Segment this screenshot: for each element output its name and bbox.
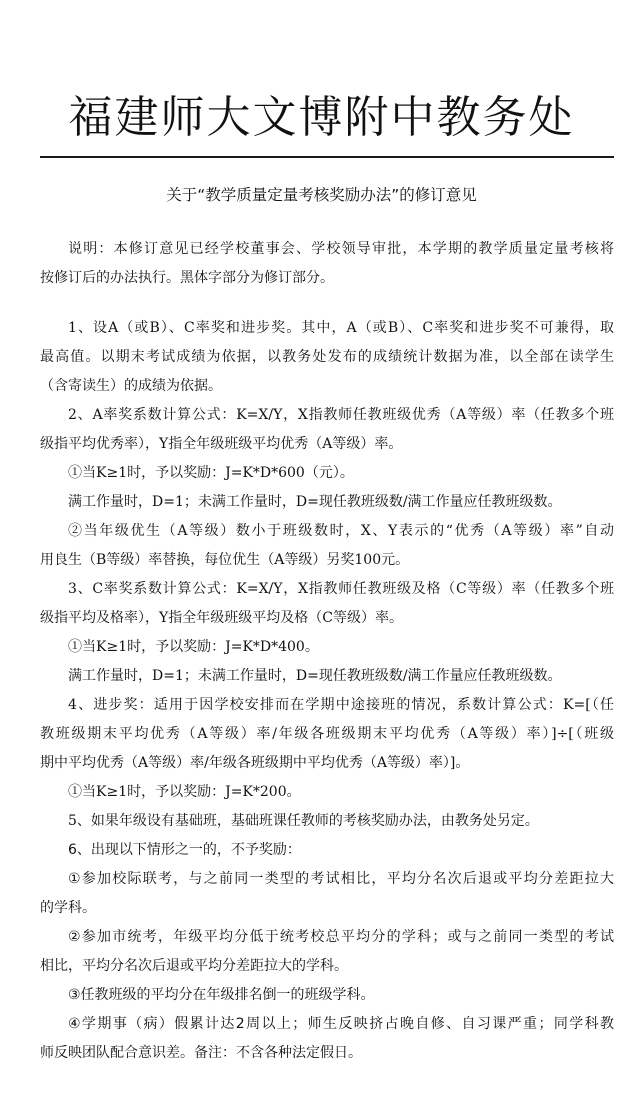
clause-line: 级指平均优秀率），Y指全年级班级平均优秀（A等级）率。 bbox=[40, 436, 403, 452]
clause-line: ①当K≥1时，予以奖励：J=K*200。 bbox=[68, 784, 301, 800]
revised-line: 的学科。 bbox=[40, 900, 96, 916]
revised-line: 相比，平均分名次后退或平均分差距拉大的学科。 bbox=[40, 958, 348, 974]
clause-line: （含寄读生）的成绩为依据。 bbox=[40, 378, 222, 394]
masthead-rule bbox=[40, 156, 614, 158]
org-masthead: 福建师大文博附中教务处 bbox=[68, 92, 575, 143]
intro-line: 按修订后的办法执行。黑体字部分为修订部分。 bbox=[40, 270, 334, 286]
clause-line: 5、如果年级设有基础班，基础班课任教师的考核奖励办法，由教务处另定。 bbox=[68, 813, 539, 829]
clause-line: 最高值。以期末考试成绩为依据，以教务处发布的成绩统计数据为准，以全部在读学生 bbox=[40, 349, 614, 365]
revised-line: ①参加校际联考，与之前同一类型的考试相比，平均分名次后退或平均分差距拉大 bbox=[68, 871, 614, 887]
revised-line: 师反映团队配合意识差。备注：不含各种法定假日。 bbox=[40, 1045, 362, 1061]
clause-line: ①当K≥1时，予以奖励：J=K*D*600（元）。 bbox=[68, 465, 354, 481]
clause-line: 2、A率奖系数计算公式：K=X/Y，X指教师任教班级优秀（A等级）率（任教多个班 bbox=[68, 407, 614, 423]
clause-line: 满工作量时，D=1；未满工作量时，D=现任教班级数/满工作量应任教班级数。 bbox=[68, 668, 562, 684]
clause-line: 满工作量时，D=1；未满工作量时，D=现任教班级数/满工作量应任教班级数。 bbox=[68, 494, 562, 510]
clause-line: 1、设A（或B）、C率奖和进步奖。其中，A（或B）、C率奖和进步奖不可兼得，取 bbox=[68, 320, 614, 336]
clause-line: 用良生（B等级）率替换，每位优生（A等级）另奖100元。 bbox=[40, 552, 410, 568]
revised-line: 6、出现以下情形之一的，不予奖励： bbox=[68, 842, 301, 858]
intro-line: 说明：本修订意见已经学校董事会、学校领导审批，本学期的教学质量定量考核将 bbox=[68, 241, 614, 257]
revised-line: ④学期事（病）假累计达2周以上；师生反映挤占晚自修、自习课严重；同学科教 bbox=[68, 1016, 614, 1032]
clause-line: ①当K≥1时，予以奖励：J=K*D*400。 bbox=[68, 639, 319, 655]
clause-line: 教班级期末平均优秀（A等级）率/年级各班级期末平均优秀（A等级）率）]÷[（班级 bbox=[40, 726, 614, 742]
clause-line: 期中平均优秀（A等级）率/年级各班级期中平均优秀（A等级）率）]。 bbox=[40, 755, 470, 771]
clause-line: 级指平均及格率），Y指全年级班级平均及格（C等级）率。 bbox=[40, 610, 403, 626]
clause-line: 3、C率奖系数计算公式：K=X/Y，X指教师任教班级及格（C等级）率（任教多个班 bbox=[68, 581, 614, 597]
clause-line: ②当年级优生（A等级）数小于班级数时，X、Y表示的“优秀（A等级）率”自动 bbox=[68, 523, 614, 539]
revised-line: ③任教班级的平均分在年级排名倒一的班级学科。 bbox=[68, 987, 375, 1003]
clause-line: 4、进步奖：适用于因学校安排而在学期中途接班的情况，系数计算公式：K=[（任 bbox=[68, 697, 614, 713]
revised-line: ②参加市统考，年级平均分低于统考校总平均分的学科；或与之前同一类型的考试 bbox=[68, 929, 614, 945]
document-title: 关于“教学质量定量考核奖励办法”的修订意见 bbox=[166, 186, 477, 204]
